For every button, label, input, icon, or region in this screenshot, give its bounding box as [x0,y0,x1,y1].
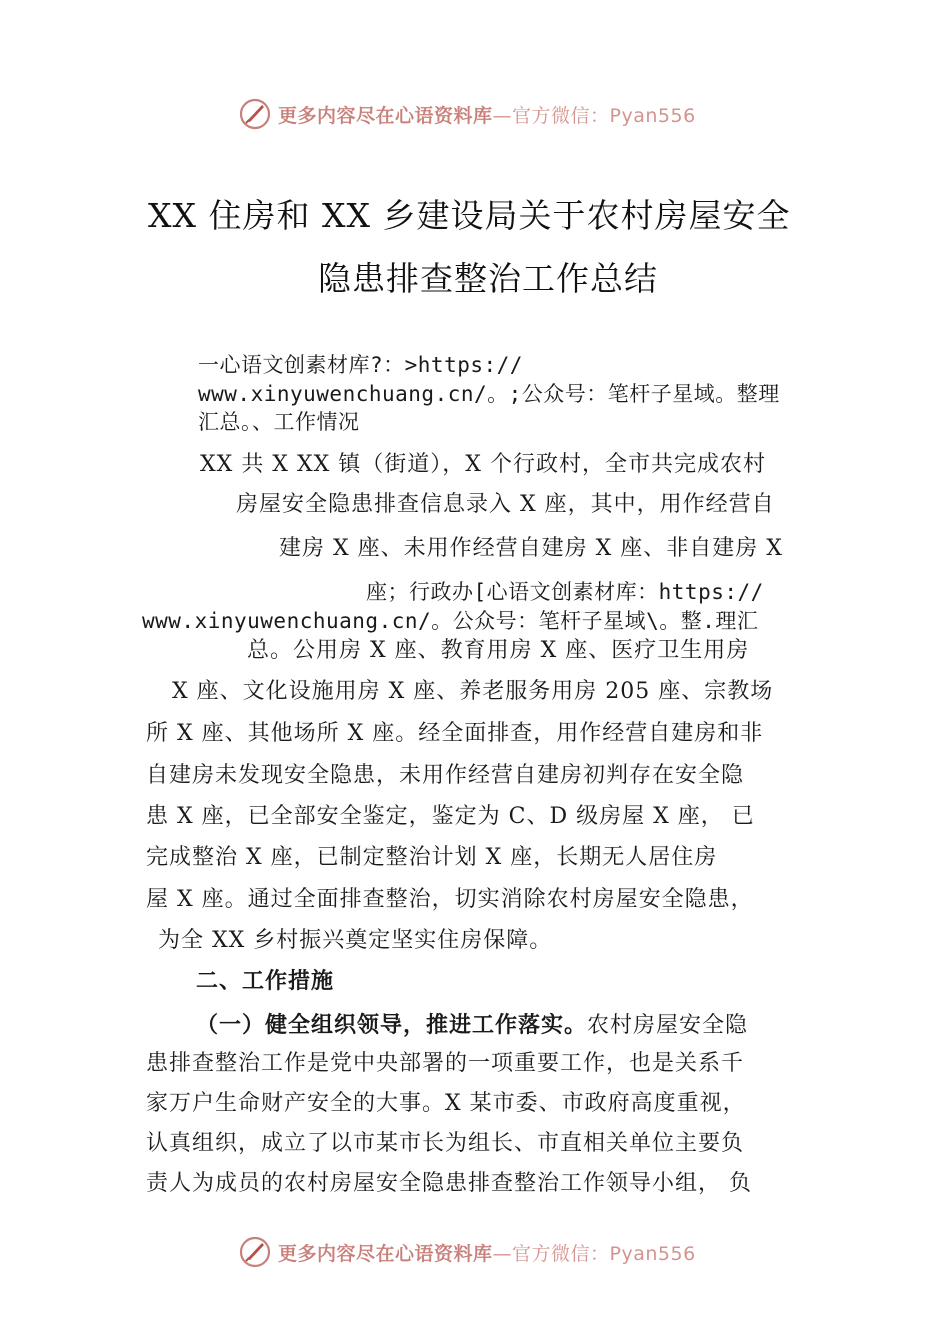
body-line [196,1010,748,1041]
watermark-lead-text: 更多内容尽在心语资料库 [278,104,493,127]
body-line: 一心语文创素材库?：>https:// [198,353,523,377]
body-line: www.xinyuwenchuang.cn/。;公众号：笔杆子星域。整理 [198,382,780,406]
body-line: 建房 X 座、未用作经营自建房 X 座、非自建房 X [279,536,783,561]
body-line: www.xinyuwenchuang.cn/。公众号：笔杆子星域\。整.理汇 [142,609,759,633]
document-title-line2: 隐患排查整治工作总结 [318,259,658,298]
subsection-heading: （一）健全组织领导，推进工作落实。 [196,1012,588,1038]
body-line: 家万户生命财产安全的大事。X 某市委、市政府高度重视， [146,1091,746,1116]
quill-logo-icon [238,97,272,131]
watermark-banner-bottom [238,1234,696,1270]
quill-logo-icon [238,1235,272,1269]
body-line: 患 X 座，已全部安全鉴定，鉴定为 C、D 级房屋 X 座， 已 [146,804,755,829]
body-line: 房屋安全隐患排查信息录入 X 座，其中，用作经营自 [236,492,775,517]
body-line: 责人为成员的农村房屋安全隐患排查整治工作领导小组， 负 [146,1171,752,1196]
body-line: 完成整治 X 座，已制定整治计划 X 座，长期无人居住房 [146,845,718,870]
body-line: XX 共 X XX 镇（街道），X 个行政村，全市共完成农村 [200,452,766,477]
section-heading: 二、工作措施 [196,968,335,994]
document-title-line1: XX 住房和 XX 乡建设局关于农村房屋安全 [148,196,791,235]
body-line: 患排查整治工作是党中央部署的一项重要工作，也是关系千 [146,1051,745,1076]
body-line: 认真组织，成立了以市某市长为组长、市直相关单位主要负 [146,1131,745,1156]
body-line: 座；行政办[心语文创素材库：https:// [366,580,764,604]
body-line: 总。公用房 X 座、教育用房 X 座、医疗卫生用房 [247,638,750,663]
body-line: X 座、文化设施用房 X 座、养老服务用房 205 座、宗教场 [172,679,774,704]
body-line: 自建房未发现安全隐患，未用作经营自建房初判存在安全隐 [146,763,745,788]
body-line: 为全 XX 乡村振兴奠定坚实住房保障。 [158,928,553,953]
watermark-banner-top [238,96,696,132]
body-line: 所 X 座、其他场所 X 座。经全面排查，用作经营自建房和非 [146,721,764,746]
body-line: 汇总。、工作情况 [198,410,360,434]
watermark-wechat-text: —官方微信：Pyan556 [492,1242,696,1265]
body-line: 屋 X 座。通过全面排查整治，切实消除农村房屋安全隐患， [146,887,754,912]
body-line-rest: 农村房屋安全隐 [587,1013,749,1038]
watermark-lead-text: 更多内容尽在心语资料库 [278,1242,493,1265]
watermark-wechat-text: —官方微信：Pyan556 [492,104,696,127]
